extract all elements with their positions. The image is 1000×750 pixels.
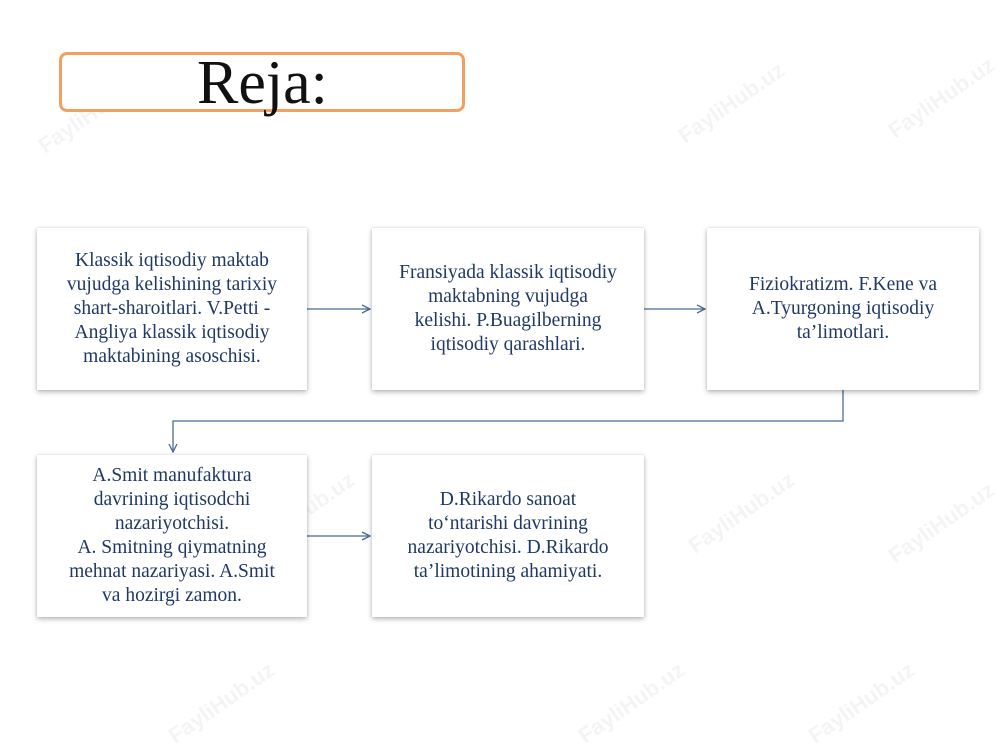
watermark-2 bbox=[674, 57, 790, 149]
topic-box-5 bbox=[372, 455, 644, 617]
watermark-5 bbox=[684, 467, 800, 559]
topic-box-3-text: Fiziokratizm. F.Kene va A.Tyurgoning iqtisodiy ta’limotlari. bbox=[749, 274, 937, 343]
topic-box-1-text: Klassik iqtisodiy maktab vujudga kelishining tarixiy shart-sharoitlari. V.Petti - Angliya klassik iqtisodiy maktabining asoschisi. bbox=[66, 250, 278, 367]
topic-box-4-text: A.Smit manufaktura davrining iqtisodchi nazariyotchisi. A. Smitning qiymatning mehnat nazariyasi. A.Smit va hozirgi zamon. bbox=[69, 465, 275, 606]
topic-box-2-text: Fransiyada klassik iqtisodiy maktabning vujudga kelishi. P.Buagilberning iqtisodiy qarashlari. bbox=[399, 262, 617, 355]
topic-box-3 bbox=[707, 228, 979, 390]
arrow-box3-to-box4 bbox=[173, 390, 843, 452]
topic-box-2 bbox=[372, 228, 644, 390]
topic-box-4 bbox=[37, 455, 307, 617]
topic-box-1 bbox=[37, 228, 307, 390]
watermark-9 bbox=[804, 657, 920, 749]
watermark-8 bbox=[574, 657, 690, 749]
watermark-7 bbox=[164, 657, 280, 749]
watermark-3 bbox=[884, 52, 1000, 144]
page-title: Reja: bbox=[197, 49, 328, 117]
topic-box-5-text: D.Rikardo sanoat to‘ntarishi davrining nazariyotchisi. D.Rikardo ta’limotining ahamiyati. bbox=[407, 489, 609, 582]
watermark-6 bbox=[884, 477, 1000, 569]
